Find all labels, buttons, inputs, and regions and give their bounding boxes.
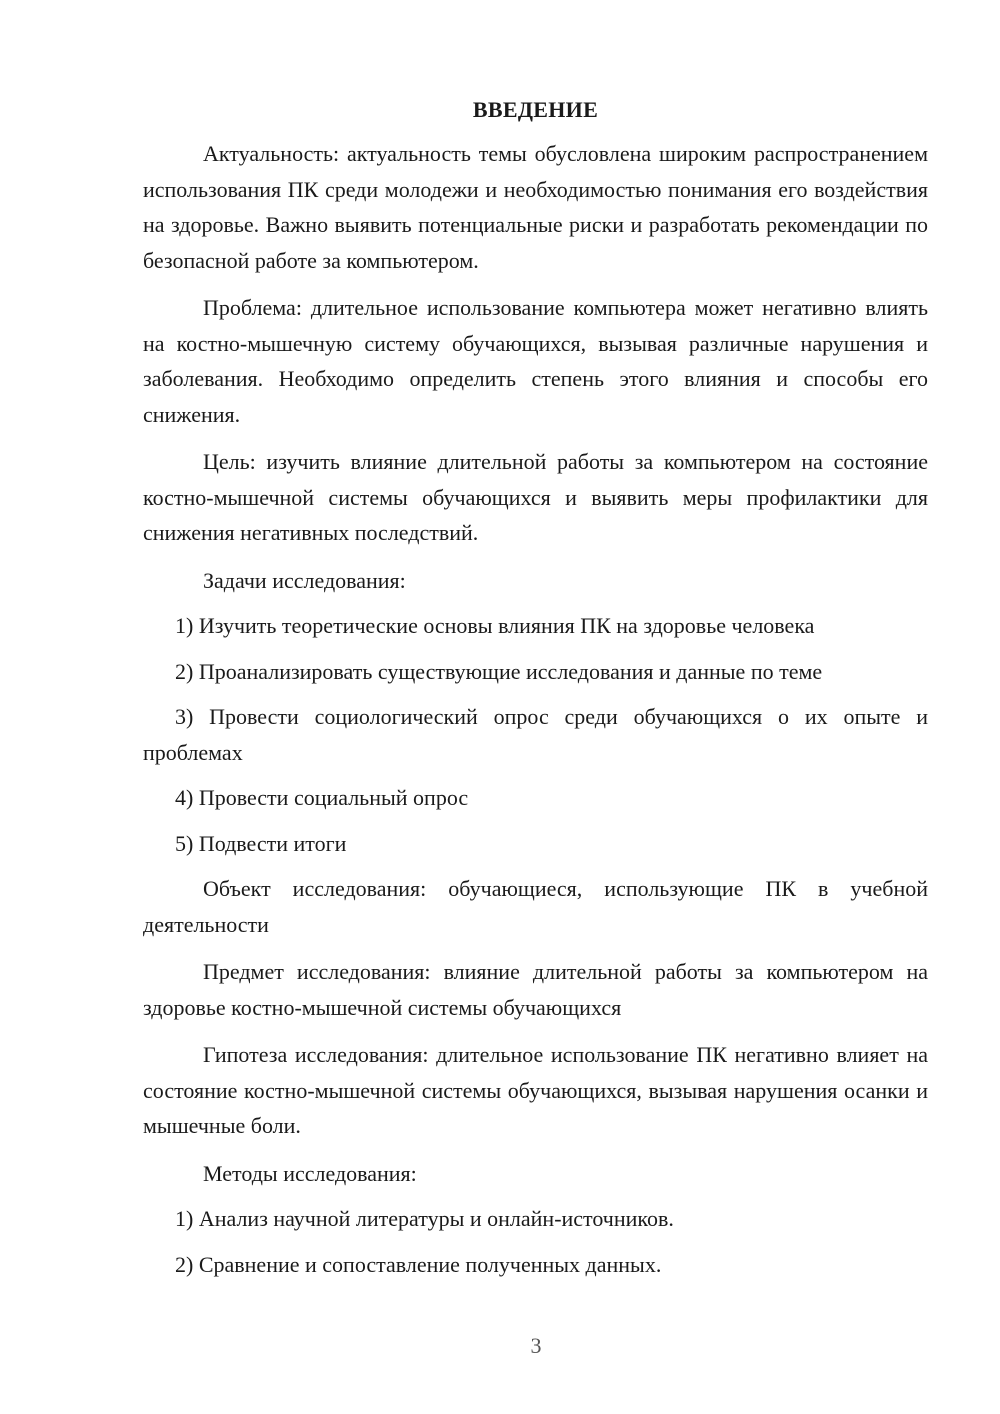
object-paragraph: Объект исследования: обучающиеся, использующие ПК в учебной деятельности [143,876,928,937]
goal-paragraph: Цель: изучить влияние длительной работы за компьютером на состояние костно-мышечной системы обучающихся и выявить меры профилактики для снижения негативных последствий. [143,449,928,545]
method-item: 1) Анализ научной литературы и онлайн-источников. [175,1206,674,1231]
tasks-title: Задачи исследования: [203,567,406,593]
relevance-paragraph: Актуальность: актуальность темы обусловлена широким распространением использования ПК среди молодежи и необходимостью понимания его воздействия на здоровье. Важно выявить потенциальные риски и разработать рекомендации по безопасной работе за компьютером. [143,141,928,273]
subject-paragraph: Предмет исследования: влияние длительной работы за компьютером на здоровье костно-мышечной системы обучающихся [143,959,928,1020]
methods-title: Методы исследования: [203,1160,417,1186]
task-item: 2) Проанализировать существующие исследования и данные по теме [175,658,823,684]
task-item: 3) Провести социологический опрос среди обучающихся о их опыте и проблемах [143,704,928,765]
hypothesis-paragraph: Гипотеза исследования: длительное использование ПК негативно влияет на состояние костно-мышечной системы обучающихся, вызывая нарушения осанки и мышечные боли. [143,1042,928,1138]
method-item: 2) Сравнение и сопоставление полученных данных. [175,1251,662,1277]
task-item: 5) Подвести итоги [175,830,347,856]
section-heading: ВВЕДЕНИЕ [472,97,599,122]
page-number: 3 [530,1333,542,1358]
document-page [143,90,928,1292]
task-item: 1) Изучить теоретические основы влияния ПК на здоровье человека [175,613,815,638]
problem-paragraph: Проблема: длительное использование компьютера может негативно влиять на костно-мышечную систему обучающихся, вызывая различные нарушения и заболевания. Необходимо определить степень этого влияния и способы его снижения. [143,295,928,427]
task-item: 4) Провести социальный опрос [175,785,469,810]
